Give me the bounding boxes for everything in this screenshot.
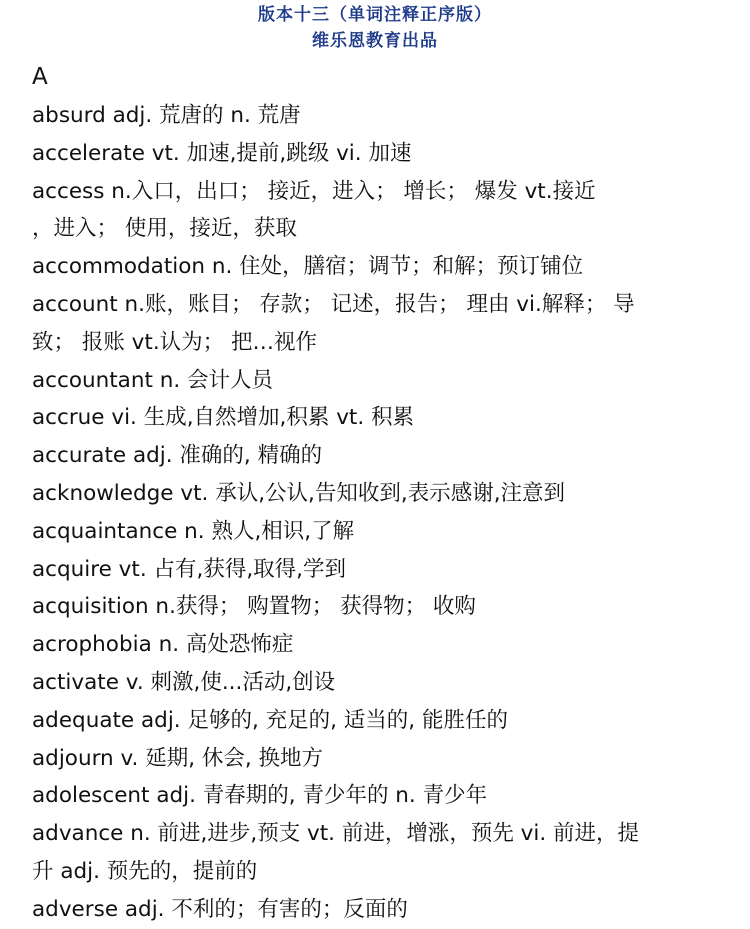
vocab-entry-line: absurd adj. 荒唐的 n. 荒唐: [32, 103, 301, 128]
vocab-entry-line: access n.入口，出口； 接近，进入； 增长； 爆发 vt.接近: [32, 178, 596, 204]
vocab-entry: [32, 740, 722, 778]
vocab-entry: [32, 248, 722, 286]
vocab-entry: [32, 626, 722, 664]
vocab-entry: [32, 135, 722, 173]
vocab-entry: [32, 97, 722, 135]
section-letter: A: [32, 64, 48, 90]
edition-title: 版本十三（单词注释正序版）: [258, 5, 492, 25]
vocab-entry-line: advance n. 前进,进步,预支 vt. 前进，增涨，预先 vi. 前进，提: [32, 821, 640, 847]
vocab-entry-line: 升 adj. 预先的，提前的: [32, 858, 258, 884]
vocab-entry: [32, 475, 722, 513]
vocab-entry-line: accurate adj. 准确的, 精确的: [32, 443, 323, 469]
vocab-entry-line: acquire vt. 占有,获得,取得,学到: [32, 556, 346, 582]
vocab-entry: [32, 664, 722, 702]
vocab-entry: [32, 815, 722, 891]
publisher-line: 维乐恩教育出品: [312, 31, 438, 51]
vocab-entry: [32, 362, 722, 400]
vocab-entry-line: accountant n. 会计人员: [32, 367, 274, 393]
vocab-entry-line: 致； 报账 vt.认为； 把…视作: [32, 329, 317, 355]
vocab-entry: [32, 551, 722, 589]
vocab-entry: [32, 513, 722, 551]
vocab-entry-line: acquaintance n. 熟人,相识,了解: [32, 518, 355, 544]
vocab-entry: [32, 702, 722, 740]
document-header: [0, 0, 750, 54]
vocab-entry-line: adolescent adj. 青春期的, 青少年的 n. 青少年: [32, 783, 488, 809]
vocab-entry: [32, 588, 722, 626]
vocab-entry-line: accelerate vt. 加速,提前,跳级 vi. 加速: [32, 140, 412, 166]
vocab-entry-line: accrue vi. 生成,自然增加,积累 vt. 积累: [32, 405, 415, 431]
vocab-entry-line: acquisition n.获得； 购置物； 获得物； 收购: [32, 594, 476, 620]
vocab-entry: [32, 286, 722, 362]
vocab-entry-line: acknowledge vt. 承认,公认,告知收到,表示感谢,注意到: [32, 480, 566, 506]
vocab-entry-line: acrophobia n. 高处恐怖症: [32, 632, 294, 658]
vocab-entry: [32, 173, 722, 249]
vocab-entry-line: account n.账，账目； 存款； 记述，报告； 理由 vi.解释； 导: [32, 291, 635, 317]
vocab-entry: [32, 437, 722, 475]
vocab-entry: [32, 399, 722, 437]
vocab-entry-line: adverse adj. 不利的；有害的；反面的: [32, 896, 408, 922]
vocab-entry-line: activate v. 刺激,使...活动,创设: [32, 669, 336, 695]
vocab-entry: [32, 777, 722, 815]
vocab-entry-line: accommodation n. 住处，膳宿；调节；和解；预订铺位: [32, 254, 584, 280]
vocab-entry-line: adjourn v. 延期, 休会, 换地方: [32, 745, 324, 771]
vocab-entry: [32, 891, 722, 929]
vocab-entry-line: adequate adj. 足够的, 充足的, 适当的, 能胜任的: [32, 707, 508, 733]
vocabulary-list: [32, 97, 722, 929]
vocab-entry-line: ，进入； 使用，接近，获取: [32, 216, 297, 242]
